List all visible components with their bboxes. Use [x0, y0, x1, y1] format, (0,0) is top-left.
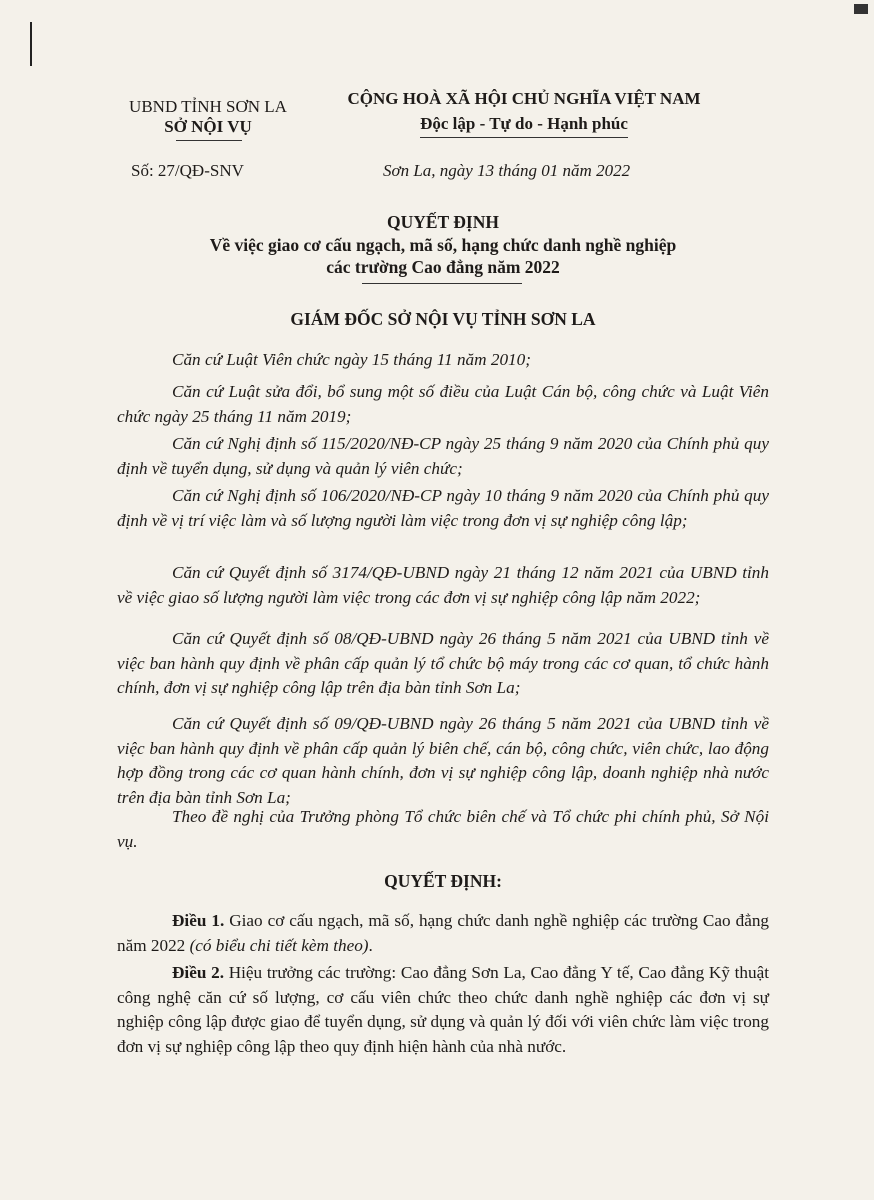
subject-line-1: Về việc giao cơ cấu ngạch, mã số, hạng chức danh nghề nghiệp — [209, 235, 677, 255]
nation-title: CỘNG HOÀ XÃ HỘI CHỦ NGHĨA VIỆT NAM — [347, 89, 701, 108]
agency-name: SỞ NỘI VỤ — [164, 117, 252, 136]
legal-basis-5: Căn cứ Quyết định số 3174/QĐ-UBND ngày 21 tháng 12 năm 2021 của UBND tỉnh về việc giao số lượng người làm việc trong các đơn vị sự nghiệp công lập năm 2022; — [117, 563, 769, 607]
document-number: Số: 27/QĐ-SNV — [131, 161, 244, 180]
article-1-tail: . — [368, 935, 373, 955]
legal-basis-1: Căn cứ Luật Viên chức ngày 15 tháng 11 năm 2010; — [172, 350, 531, 369]
legal-basis-4: Căn cứ Nghị định số 106/2020/NĐ-CP ngày 10 tháng 9 năm 2020 của Chính phủ quy định về vị trí việc làm và số lượng người làm việc trong đơn vị sự nghiệp công lập; — [117, 486, 769, 530]
article-2-text: Hiệu trưởng các trường: Cao đẳng Sơn La, Cao đẳng Y tế, Cao đẳng Kỹ thuật công nghệ căn cứ số lượng, cơ cấu viên chức theo chức danh nghề nghiệp các đơn vị sự nghiệp công lập được giao để tuyển dụng, sử dụng và quản lý đối với viên chức làm việc trong đơn vị sự nghiệp công lập theo quy định hiện hành của nhà nước. — [117, 963, 770, 1056]
article-1-text: Giao cơ cấu ngạch, mã số, hạng chức danh nghề nghiệp các trường Cao đẳng năm 2022 — [117, 911, 770, 955]
issuing-authority: GIÁM ĐỐC SỞ NỘI VỤ TỈNH SƠN LA — [290, 309, 596, 329]
document-type: QUYẾT ĐỊNH — [387, 212, 499, 232]
legal-basis-3: Căn cứ Nghị định số 115/2020/NĐ-CP ngày 25 tháng 9 năm 2020 của Chính phủ quy định về tuyển dụng, sử dụng và quản lý viên chức; — [117, 434, 769, 478]
article-1 — [117, 909, 769, 958]
title-underline — [362, 283, 522, 284]
article-2-label: Điều 2. — [172, 963, 224, 982]
place-date: Sơn La, ngày 13 tháng 01 năm 2022 — [383, 161, 631, 180]
legal-basis-2: Căn cứ Luật sửa đổi, bổ sung một số điều của Luật Cán bộ, công chức và Luật Viên chức ngày 25 tháng 11 năm 2019; — [117, 382, 769, 426]
nation-motto: Độc lập - Tự do - Hạnh phúc — [420, 114, 628, 133]
legal-basis-6: Căn cứ Quyết định số 08/QĐ-UBND ngày 26 tháng 5 năm 2021 của UBND tỉnh về việc ban hành quy định về phân cấp quản lý tổ chức bộ máy trong các cơ quan, tổ chức hành chính, đơn vị sự nghiệp công lập trên địa bàn tỉnh Sơn La; — [117, 629, 769, 697]
agency-underline — [176, 140, 242, 141]
proposal-basis: Theo đề nghị của Trưởng phòng Tổ chức biên chế và Tổ chức phi chính phủ, Sở Nội vụ. — [117, 807, 769, 851]
motto-underline — [420, 137, 628, 138]
agency-parent: UBND TỈNH SƠN LA — [129, 97, 287, 116]
article-1-note: (có biểu chi tiết kèm theo) — [189, 935, 369, 955]
legal-basis-7: Căn cứ Quyết định số 09/QĐ-UBND ngày 26 tháng 5 năm 2021 của UBND tỉnh về việc ban hành quy định về phân cấp quản lý biên chế, cán bộ, công chức, viên chức, lao động hợp đồng trong các cơ quan hành chính, đơn vị sự nghiệp công lập, doanh nghiệp nhà nước trên địa bàn tỉnh Sơn La; — [117, 714, 769, 807]
decision-heading: QUYẾT ĐỊNH: — [384, 871, 502, 891]
subject-line-2: các trường Cao đẳng năm 2022 — [326, 257, 560, 277]
article-2 — [117, 961, 769, 1059]
scan-edge-mark — [30, 22, 32, 66]
scan-corner-mark — [854, 4, 868, 14]
article-1-label: Điều 1. — [172, 911, 225, 930]
